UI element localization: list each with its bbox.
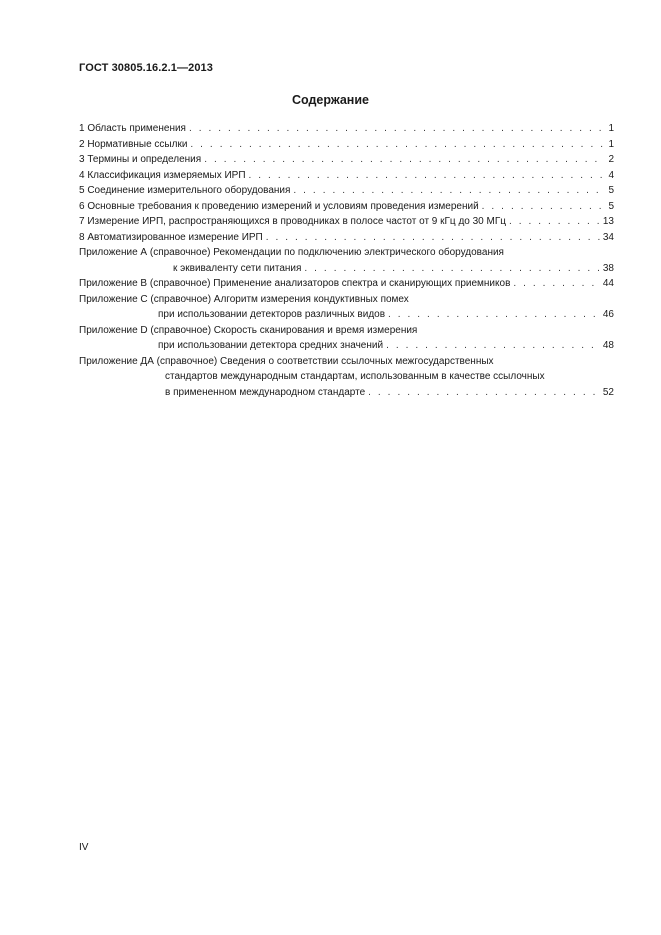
toc-line-continuation <box>79 338 614 354</box>
toc-entry-page: 38 <box>602 262 614 274</box>
dot-leader <box>190 137 605 153</box>
toc-entry-page: 44 <box>602 278 614 289</box>
dot-leader <box>482 199 606 215</box>
toc-entry-title: Приложение С (справочное) Алгоритм измерения кондуктивных помех <box>79 293 409 305</box>
toc-entry-appendix-da[interactable] <box>79 354 614 401</box>
toc-entry-page: 2 <box>608 154 614 165</box>
toc-entry-page: 1 <box>608 138 614 150</box>
dot-leader <box>189 121 605 137</box>
toc-entry-title-cont: стандартов международным стандартам, использованным в качестве ссылочных <box>165 371 545 382</box>
toc-line <box>79 183 614 199</box>
dot-leader <box>293 183 605 199</box>
toc-line <box>79 276 614 292</box>
dot-leader <box>368 385 600 401</box>
toc-entry-title: 8 Автоматизированное измерение ИРП <box>79 231 263 243</box>
toc-line <box>79 323 614 339</box>
dot-leader <box>513 276 599 292</box>
toc-line <box>79 199 614 215</box>
dot-leader <box>304 261 599 277</box>
toc-entry-page: 1 <box>608 123 614 134</box>
toc-entry-title-cont: к эквиваленту сети питания <box>173 262 302 274</box>
toc-line-continuation <box>79 261 614 277</box>
toc-entry-page: 46 <box>602 309 614 320</box>
toc-entry-page: 48 <box>602 340 614 351</box>
toc-entry-title-cont: при использовании детектора средних значений <box>158 340 384 351</box>
toc-entry-1[interactable] <box>79 121 614 137</box>
dot-leader <box>509 214 600 230</box>
toc-entry-appendix-d[interactable] <box>79 323 614 354</box>
toc-line-continuation <box>79 369 614 385</box>
toc-entry-title: 4 Классификация измеряемых ИРП <box>79 169 246 181</box>
dot-leader <box>249 168 606 184</box>
toc-entry-title-cont: в примененном международном стандарте <box>165 386 366 398</box>
toc-line <box>79 137 614 153</box>
toc-entry-appendix-c[interactable] <box>79 292 614 323</box>
toc-title: Содержание <box>291 93 369 107</box>
toc-entry-page: 13 <box>602 216 614 227</box>
toc-entry-title: 3 Термины и определения <box>79 154 202 165</box>
toc-entry-title: Приложение В (справочное) Применение анализаторов спектра и сканирующих приемников <box>79 278 511 289</box>
toc-entry-title-cont: при использовании детекторов различных видов <box>158 309 386 320</box>
toc-line <box>79 121 614 137</box>
toc-entry-3[interactable] <box>79 152 614 168</box>
page-number: IV <box>79 842 89 853</box>
dot-leader <box>266 230 600 246</box>
toc-entry-appendix-b[interactable] <box>79 276 614 292</box>
dot-leader <box>204 152 605 168</box>
toc-entry-5[interactable] <box>79 183 614 199</box>
toc-entry-page: 34 <box>602 231 614 243</box>
toc-entry-page: 4 <box>608 169 614 181</box>
toc-line <box>79 168 614 184</box>
toc-entry-page: 5 <box>608 200 614 212</box>
toc-entry-page: 5 <box>608 185 614 196</box>
document-code: ГОСТ 30805.16.2.1—2013 <box>79 62 213 74</box>
dot-leader <box>386 338 600 354</box>
toc-entry-title: Приложение А (справочное) Рекомендации по подключению электрического оборудования <box>79 247 504 258</box>
toc-entry-page: 52 <box>602 386 614 398</box>
toc-entry-appendix-a[interactable] <box>79 245 614 276</box>
toc-entry-4[interactable] <box>79 168 614 184</box>
toc-line <box>79 214 614 230</box>
toc-entry-title: Приложение ДА (справочное) Сведения о соответствии ссылочных межгосударственных <box>79 355 494 367</box>
toc-entry-8[interactable] <box>79 230 614 246</box>
toc-entry-title: 6 Основные требования к проведению измерений и условиям проведения измерений <box>79 200 479 212</box>
toc-line-continuation <box>79 385 614 401</box>
toc-line <box>79 152 614 168</box>
toc-line-continuation <box>79 307 614 323</box>
toc-line <box>79 292 614 308</box>
dot-leader <box>388 307 600 323</box>
toc-entry-2[interactable] <box>79 137 614 153</box>
toc-entry-title: 5 Соединение измерительного оборудования <box>79 185 291 196</box>
toc-line <box>79 354 614 370</box>
toc-entry-title: Приложение D (справочное) Скорость сканирования и время измерения <box>79 324 418 336</box>
toc-entry-title: 1 Область применения <box>79 123 186 134</box>
toc-line <box>79 230 614 246</box>
toc-entry-7[interactable] <box>79 214 614 230</box>
toc-entry-title: 7 Измерение ИРП, распространяющихся в проводниках в полосе частот от 9 кГц до 30 МГц <box>79 216 506 227</box>
toc-line <box>79 245 614 261</box>
toc-entry-title: 2 Нормативные ссылки <box>79 138 188 150</box>
table-of-contents <box>79 121 614 400</box>
toc-entry-6[interactable] <box>79 199 614 215</box>
